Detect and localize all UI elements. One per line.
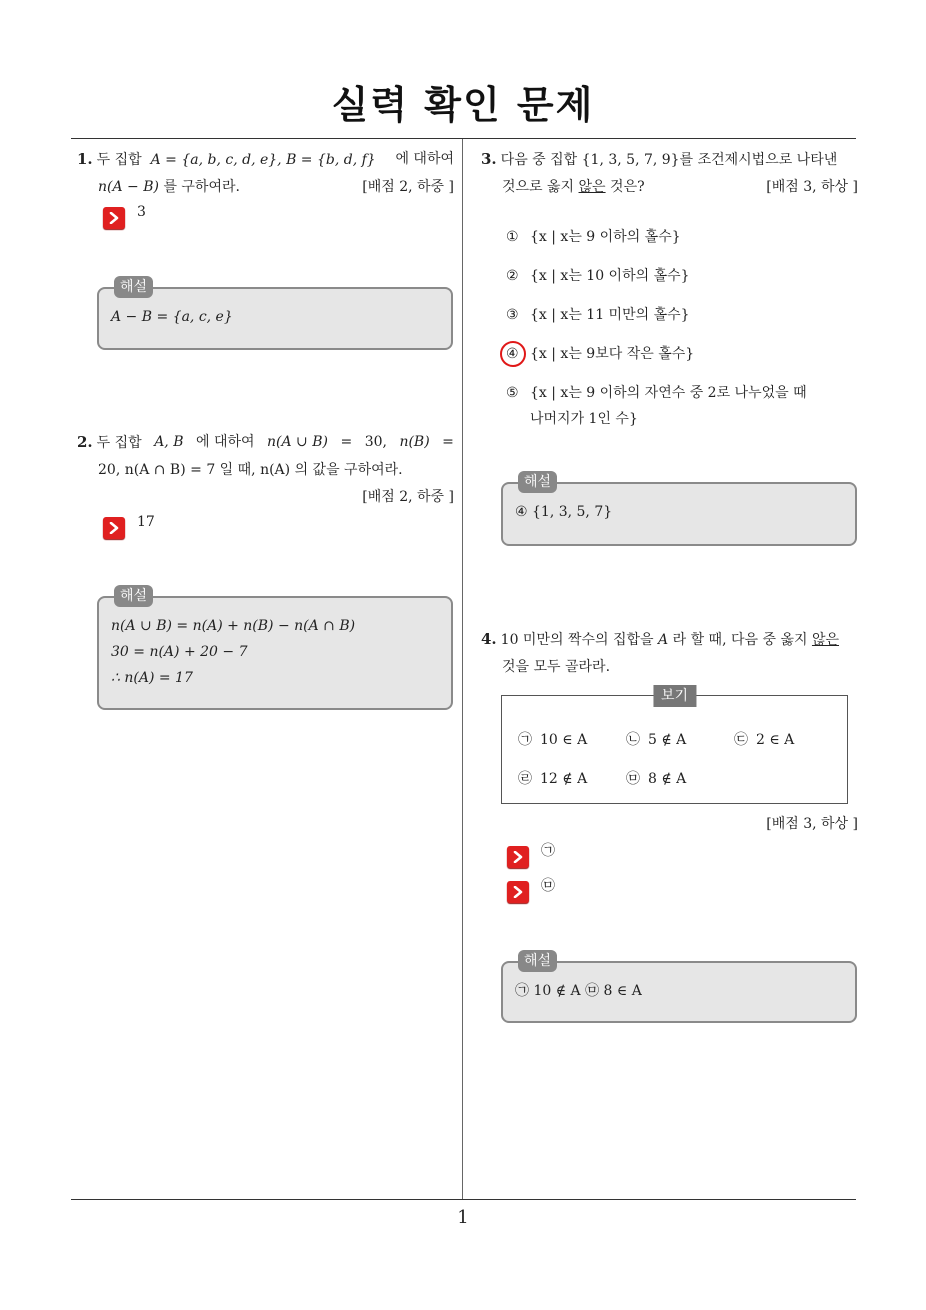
choice-item[interactable]: ② {x | x는 10 이하의 홀수} (506, 268, 690, 284)
question-number: 4. (481, 630, 497, 648)
choice-box-label: 보기 (653, 685, 696, 707)
choice-item[interactable]: ⑤ {x | x는 9 이하의 자연수 중 2로 나누었을 때 나머지가 1인 수} (506, 385, 807, 427)
answer-row (507, 878, 555, 903)
explanation-line: A − B = {a, c, e} (111, 309, 233, 325)
selected-circle-mark (500, 341, 526, 367)
question-number: 2. (77, 433, 93, 451)
answer-text: 3 (137, 204, 146, 220)
question-meta: [배점 2, 하중 ] (362, 489, 454, 505)
explanation-line: ㉠ 10 ∉ A ㉤ 8 ∈ A (515, 983, 642, 999)
question-4-meta (481, 811, 858, 838)
question-number: 1. (77, 150, 93, 168)
chevron-right-icon (103, 207, 125, 229)
choice-box (501, 688, 848, 804)
answer-row (507, 843, 555, 868)
explanation-box (501, 474, 857, 546)
answer-row (103, 204, 146, 229)
column-separator (462, 139, 463, 1199)
chevron-right-icon (507, 881, 529, 903)
explanation-label: 해설 (518, 950, 557, 972)
question-meta: [배점 3, 하상 ] (766, 816, 858, 832)
page-number: 1 (457, 1207, 469, 1228)
choice-box-item: ㉢ 2 ∈ A (734, 732, 795, 748)
question-4: 4. 10 미만의 짝수의 집합을 A 라 할 때, 다음 중 옳지 않은 것을 모두 골라라. (481, 630, 840, 675)
explanation-label: 해설 (518, 471, 557, 493)
choice-box-item: ㉣ 12 ∉ A (518, 771, 588, 787)
explanation-line: 30 = n(A) + 20 − 7 (111, 644, 248, 660)
bottom-rule (71, 1199, 856, 1200)
answer-row (103, 514, 155, 539)
explanation-line: n(A ∪ B) = n(A) + n(B) − n(A ∩ B) (111, 618, 356, 634)
question-2: 2. 두 집합 A, B 에 대하여 n(A ∪ B) = 30, n(B) = 20, n(A ∩ B) = 7 일 때, n(A) 의 값을 구하여라. [배점 2, 하중 ] (77, 429, 454, 511)
explanation-box (97, 588, 453, 710)
choice-box-item: ㉤ 8 ∉ A (626, 771, 687, 787)
question-number: 3. (481, 150, 497, 168)
choice-list (506, 224, 856, 434)
choice-box-item: ㉡ 5 ∉ A (626, 732, 687, 748)
question-3: 3. 다음 중 집합 {1, 3, 5, 7, 9}를 조건제시법으로 나타낸 것으로 옳지 않은 것은? [배점 3, 하상 ] (481, 146, 858, 201)
explanation-label: 해설 (114, 276, 153, 298)
explanation-label: 해설 (114, 585, 153, 607)
choice-item-selected[interactable]: ④ {x | x는 9보다 작은 홀수} (506, 341, 694, 367)
answer-text: 17 (137, 514, 155, 530)
top-rule (71, 138, 856, 139)
question-meta: [배점 2, 하중 ] (362, 179, 454, 195)
chevron-right-icon (103, 517, 125, 539)
explanation-box (97, 279, 453, 350)
choice-item[interactable]: ③ {x | x는 11 미만의 홀수} (506, 307, 690, 323)
explanation-box (501, 953, 857, 1023)
question-1: 1. 두 집합 A = {a, b, c, d, e}, B = {b, d, f} 에 대하여 n(A − B) 를 구하여라. [배점 2, 하중 ] (77, 146, 454, 201)
choice-item[interactable]: ① {x | x는 9 이하의 홀수} (506, 229, 681, 245)
answer-text: ㉤ (541, 878, 555, 894)
explanation-line: ④ {1, 3, 5, 7} (515, 504, 613, 520)
explanation-line: ∴ n(A) = 17 (111, 670, 193, 686)
page-title: 실력 확인 문제 (331, 83, 595, 127)
chevron-right-icon (507, 846, 529, 868)
answer-text: ㉠ (541, 843, 555, 859)
question-meta: [배점 3, 하상 ] (766, 179, 858, 195)
choice-box-item: ㉠ 10 ∈ A (518, 732, 588, 748)
